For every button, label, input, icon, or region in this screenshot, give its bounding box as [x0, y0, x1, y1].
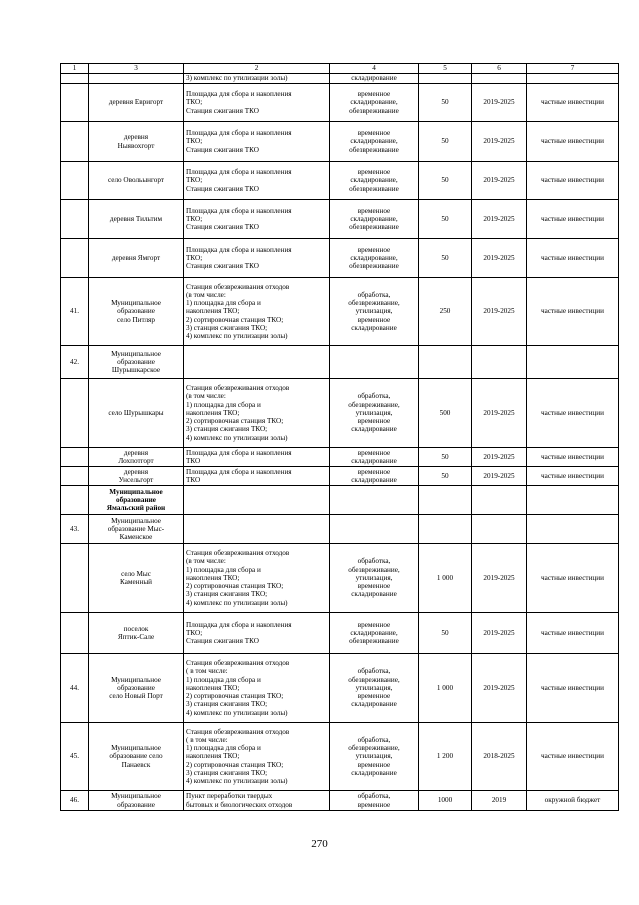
settlement-name: Муниципальное образование село Новый Порт — [89, 654, 184, 723]
facility-objects: Станция обезвреживания отходов (в том числе: 1) площадка для сбора и накопления ТКО; 2) сортировочная станция ТКО; 3) станция сжигания ТКО; 4) комплекс по утилизации золы) — [184, 278, 330, 346]
implementation-period: 2019-2025 — [472, 467, 527, 486]
activity-type: складирование — [330, 74, 419, 84]
settlement-name: Муниципальное образование Ямальский район — [89, 486, 184, 515]
funding-source: частные инвестиции — [527, 544, 619, 613]
activity-type: временное складирование — [330, 467, 419, 486]
implementation-period: 2019-2025 — [472, 448, 527, 467]
activity-type: обработка, обезвреживание, утилизация, временное складирование — [330, 379, 419, 448]
column-header: 1 — [61, 64, 89, 74]
capacity-value — [419, 74, 472, 84]
activity-type: временное складирование, обезвреживание — [330, 162, 419, 200]
implementation-period: 2019-2025 — [472, 654, 527, 723]
table-row — [61, 239, 619, 278]
activity-type: обработка, временное — [330, 791, 419, 811]
column-header: 7 — [527, 64, 619, 74]
table-row — [61, 467, 619, 486]
implementation-period: 2018-2025 — [472, 723, 527, 791]
settlement-name: Муниципальное образование Шурышкарское — [89, 346, 184, 379]
implementation-period: 2019-2025 — [472, 84, 527, 122]
facility-objects: Пункт переработки твердых бытовых и биологических отходов — [184, 791, 330, 811]
activity-type: временное складирование, обезвреживание — [330, 200, 419, 239]
activity-type: обработка, обезвреживание, утилизация, временное складирование — [330, 544, 419, 613]
funding-source: частные инвестиции — [527, 122, 619, 162]
capacity-value: 1 200 — [419, 723, 472, 791]
settlement-name: село Овольынгорт — [89, 162, 184, 200]
funding-source: частные инвестиции — [527, 613, 619, 654]
implementation-period — [472, 515, 527, 544]
table-header-row — [61, 64, 619, 74]
row-number: 41. — [61, 278, 89, 346]
capacity-value: 50 — [419, 613, 472, 654]
capacity-value: 50 — [419, 467, 472, 486]
funding-source: частные инвестиции — [527, 654, 619, 723]
row-number — [61, 162, 89, 200]
facility-objects: Площадка для сбора и накопления ТКО; Станция сжигания ТКО — [184, 613, 330, 654]
capacity-value: 50 — [419, 84, 472, 122]
column-header: 5 — [419, 64, 472, 74]
facility-objects: Площадка для сбора и накопления ТКО; Станция сжигания ТКО — [184, 162, 330, 200]
capacity-value: 250 — [419, 278, 472, 346]
table-row — [61, 84, 619, 122]
facility-objects: Площадка для сбора и накопления ТКО; Станция сжигания ТКО — [184, 122, 330, 162]
settlement-name: деревня Евригорт — [89, 84, 184, 122]
settlement-name: Муниципальное образование — [89, 791, 184, 811]
funding-source — [527, 74, 619, 84]
funding-source: частные инвестиции — [527, 278, 619, 346]
row-number — [61, 74, 89, 84]
capacity-value: 50 — [419, 122, 472, 162]
facility-objects — [184, 486, 330, 515]
activity-type — [330, 486, 419, 515]
funding-source: частные инвестиции — [527, 448, 619, 467]
activity-type: обработка, обезвреживание, утилизация, временное складирование — [330, 654, 419, 723]
implementation-period: 2019-2025 — [472, 239, 527, 278]
capacity-value — [419, 346, 472, 379]
funding-source: частные инвестиции — [527, 379, 619, 448]
row-number — [61, 544, 89, 613]
activity-type: временное складирование, обезвреживание — [330, 239, 419, 278]
funding-source: частные инвестиции — [527, 239, 619, 278]
facility-objects: Площадка для сбора и накопления ТКО; Станция сжигания ТКО — [184, 200, 330, 239]
capacity-value: 1000 — [419, 791, 472, 811]
row-number — [61, 84, 89, 122]
settlement-name: село Шурышкары — [89, 379, 184, 448]
row-number — [61, 448, 89, 467]
row-number — [61, 467, 89, 486]
table-row — [61, 346, 619, 379]
capacity-value: 50 — [419, 200, 472, 239]
settlement-name: Муниципальное образование Мыс- Каменское — [89, 515, 184, 544]
capacity-value — [419, 515, 472, 544]
column-header: 6 — [472, 64, 527, 74]
funding-source: частные инвестиции — [527, 467, 619, 486]
facility-objects: Станция обезвреживания отходов (в том числе: 1) площадка для сбора и накопления ТКО; 2) сортировочная станция ТКО; 3) станция сжигания ТКО; 4) комплекс по утилизации золы) — [184, 544, 330, 613]
settlement-name: деревня Ныявохгорт — [89, 122, 184, 162]
table-row — [61, 654, 619, 723]
table-row — [61, 162, 619, 200]
table-row — [61, 723, 619, 791]
table-row — [61, 544, 619, 613]
row-number — [61, 486, 89, 515]
activity-type: временное складирование, обезвреживание — [330, 84, 419, 122]
settlement-name: деревня Лохпотгорт — [89, 448, 184, 467]
facility-objects: Площадка для сбора и накопления ТКО; Станция сжигания ТКО — [184, 239, 330, 278]
settlement-name: Муниципальное образование село Панаевск — [89, 723, 184, 791]
funding-source — [527, 346, 619, 379]
table-row — [61, 448, 619, 467]
capacity-value: 500 — [419, 379, 472, 448]
facility-objects: Станция обезвреживания отходов ( в том числе: 1) площадка для сбора и накопления ТКО; 2) сортировочная станция ТКО; 3) станция сжигания ТКО; 4) комплекс по утилизации золы) — [184, 723, 330, 791]
facility-objects: Площадка для сбора и накопления ТКО; Станция сжигания ТКО — [184, 84, 330, 122]
row-number — [61, 200, 89, 239]
settlement-name — [89, 74, 184, 84]
activity-type: временное складирование, обезвреживание — [330, 613, 419, 654]
facility-objects: Площадка для сбора и накопления ТКО — [184, 467, 330, 486]
implementation-period: 2019-2025 — [472, 613, 527, 654]
row-number — [61, 239, 89, 278]
implementation-period — [472, 486, 527, 515]
settlement-name: деревня Унсельгорт — [89, 467, 184, 486]
capacity-value: 50 — [419, 448, 472, 467]
table-row — [61, 613, 619, 654]
facility-objects: Станция обезвреживания отходов (в том числе: 1) площадка для сбора и накопления ТКО; 2) сортировочная станция ТКО; 3) станция сжигания ТКО; 4) комплекс по утилизации золы) — [184, 379, 330, 448]
implementation-period: 2019-2025 — [472, 379, 527, 448]
facility-objects: Площадка для сбора и накопления ТКО — [184, 448, 330, 467]
capacity-value: 1 000 — [419, 544, 472, 613]
funding-source: частные инвестиции — [527, 723, 619, 791]
implementation-period: 2019-2025 — [472, 278, 527, 346]
table-row — [61, 791, 619, 811]
facility-objects: 3) комплекс по утилизации золы) — [184, 74, 330, 84]
funding-source: окружной бюджет — [527, 791, 619, 811]
funding-source — [527, 515, 619, 544]
table-row — [61, 486, 619, 515]
implementation-period: 2019-2025 — [472, 200, 527, 239]
implementation-period: 2019-2025 — [472, 162, 527, 200]
capacity-value: 50 — [419, 162, 472, 200]
facility-objects: Станция обезвреживания отходов ( в том числе: 1) площадка для сбора и накопления ТКО; 2) сортировочная станция ТКО; 3) станция сжигания ТКО; 4) комплекс по утилизации золы) — [184, 654, 330, 723]
capacity-value: 1 000 — [419, 654, 472, 723]
settlement-name: село Мыс Каменный — [89, 544, 184, 613]
activity-type: временное складирование, обезвреживание — [330, 122, 419, 162]
row-number: 44. — [61, 654, 89, 723]
table-row — [61, 515, 619, 544]
row-number — [61, 613, 89, 654]
settlement-name: деревня Тильтим — [89, 200, 184, 239]
activity-type: обработка, обезвреживание, утилизация, временное складирование — [330, 278, 419, 346]
facility-objects — [184, 346, 330, 379]
capacity-value — [419, 486, 472, 515]
column-header: 3 — [89, 64, 184, 74]
settlement-name: Муниципальное образование село Питляр — [89, 278, 184, 346]
column-header: 2 — [184, 64, 330, 74]
funding-source — [527, 486, 619, 515]
implementation-period: 2019-2025 — [472, 122, 527, 162]
page-number: 270 — [311, 838, 328, 850]
capacity-value: 50 — [419, 239, 472, 278]
table-row — [61, 278, 619, 346]
funding-source: частные инвестиции — [527, 162, 619, 200]
implementation-period — [472, 346, 527, 379]
table-row — [61, 122, 619, 162]
activity-type: временное складирование — [330, 448, 419, 467]
row-number: 45. — [61, 723, 89, 791]
activity-type — [330, 515, 419, 544]
row-number: 43. — [61, 515, 89, 544]
row-number: 42. — [61, 346, 89, 379]
settlement-name: поселок Яптик-Сале — [89, 613, 184, 654]
table-row — [61, 200, 619, 239]
settlement-name: деревня Ямгорт — [89, 239, 184, 278]
row-number: 46. — [61, 791, 89, 811]
funding-source: частные инвестиции — [527, 200, 619, 239]
implementation-period: 2019-2025 — [472, 544, 527, 613]
activity-type: обработка, обезвреживание, утилизация, временное складирование — [330, 723, 419, 791]
column-header: 4 — [330, 64, 419, 74]
row-number — [61, 122, 89, 162]
table-row — [61, 379, 619, 448]
table-row — [61, 74, 619, 84]
activity-type — [330, 346, 419, 379]
funding-source: частные инвестиции — [527, 84, 619, 122]
row-number — [61, 379, 89, 448]
facility-objects — [184, 515, 330, 544]
waste-facilities-table — [60, 63, 619, 811]
implementation-period: 2019 — [472, 791, 527, 811]
implementation-period — [472, 74, 527, 84]
